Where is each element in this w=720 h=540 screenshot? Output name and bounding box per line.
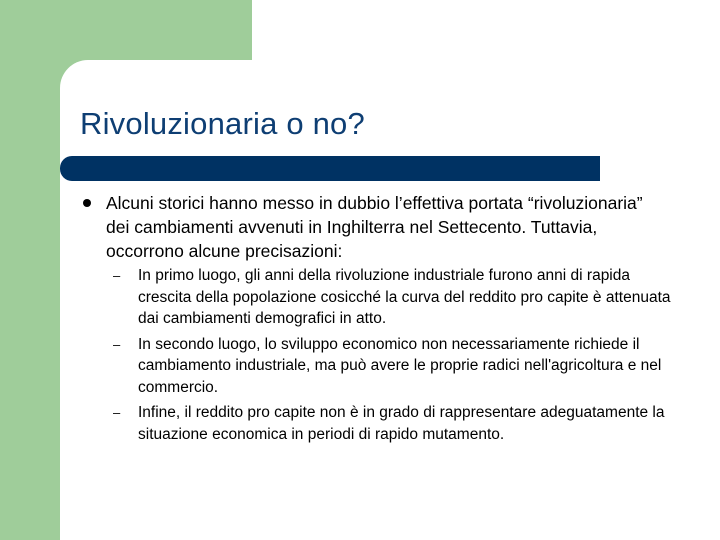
sub-bullet-item	[113, 402, 673, 445]
dash-icon: –	[113, 336, 121, 352]
sub-bullet-text: In secondo luogo, lo sviluppo economico non necessariamente richiede il cambiamento industriale, ma può avere le proprie radici nell'agricoltura e nel commercio.	[138, 335, 662, 396]
decorative-green-strip	[0, 0, 60, 540]
sub-bullet-item	[113, 334, 673, 399]
sub-bullet-text: Infine, il reddito pro capite non è in grado di rappresentare adeguatamente la situazione economica in periodi di rapido mutamento.	[138, 404, 665, 443]
sub-bullet-item	[113, 265, 673, 330]
bullet-text: Alcuni storici hanno messo in dubbio l’effettiva portata “rivoluzionaria” dei cambiamenti avvenuti in Inghilterra nel Settecento. Tuttavia, occorrono alcune precisazioni:	[106, 193, 643, 261]
sub-bullet-text: In primo luogo, gli anni della rivoluzione industriale furono anni di rapida crescita della popolazione cosicché la curva del reddito pro capite è attenuata dai cambiamenti demografici in atto.	[138, 267, 671, 327]
dash-icon: –	[113, 405, 121, 420]
title-underline-bar	[60, 156, 600, 181]
bullet-dot-icon	[83, 199, 91, 207]
sub-bullet-list	[113, 265, 673, 449]
slide-title: Rivoluzionaria o no?	[80, 106, 365, 141]
dash-icon: –	[113, 268, 121, 283]
